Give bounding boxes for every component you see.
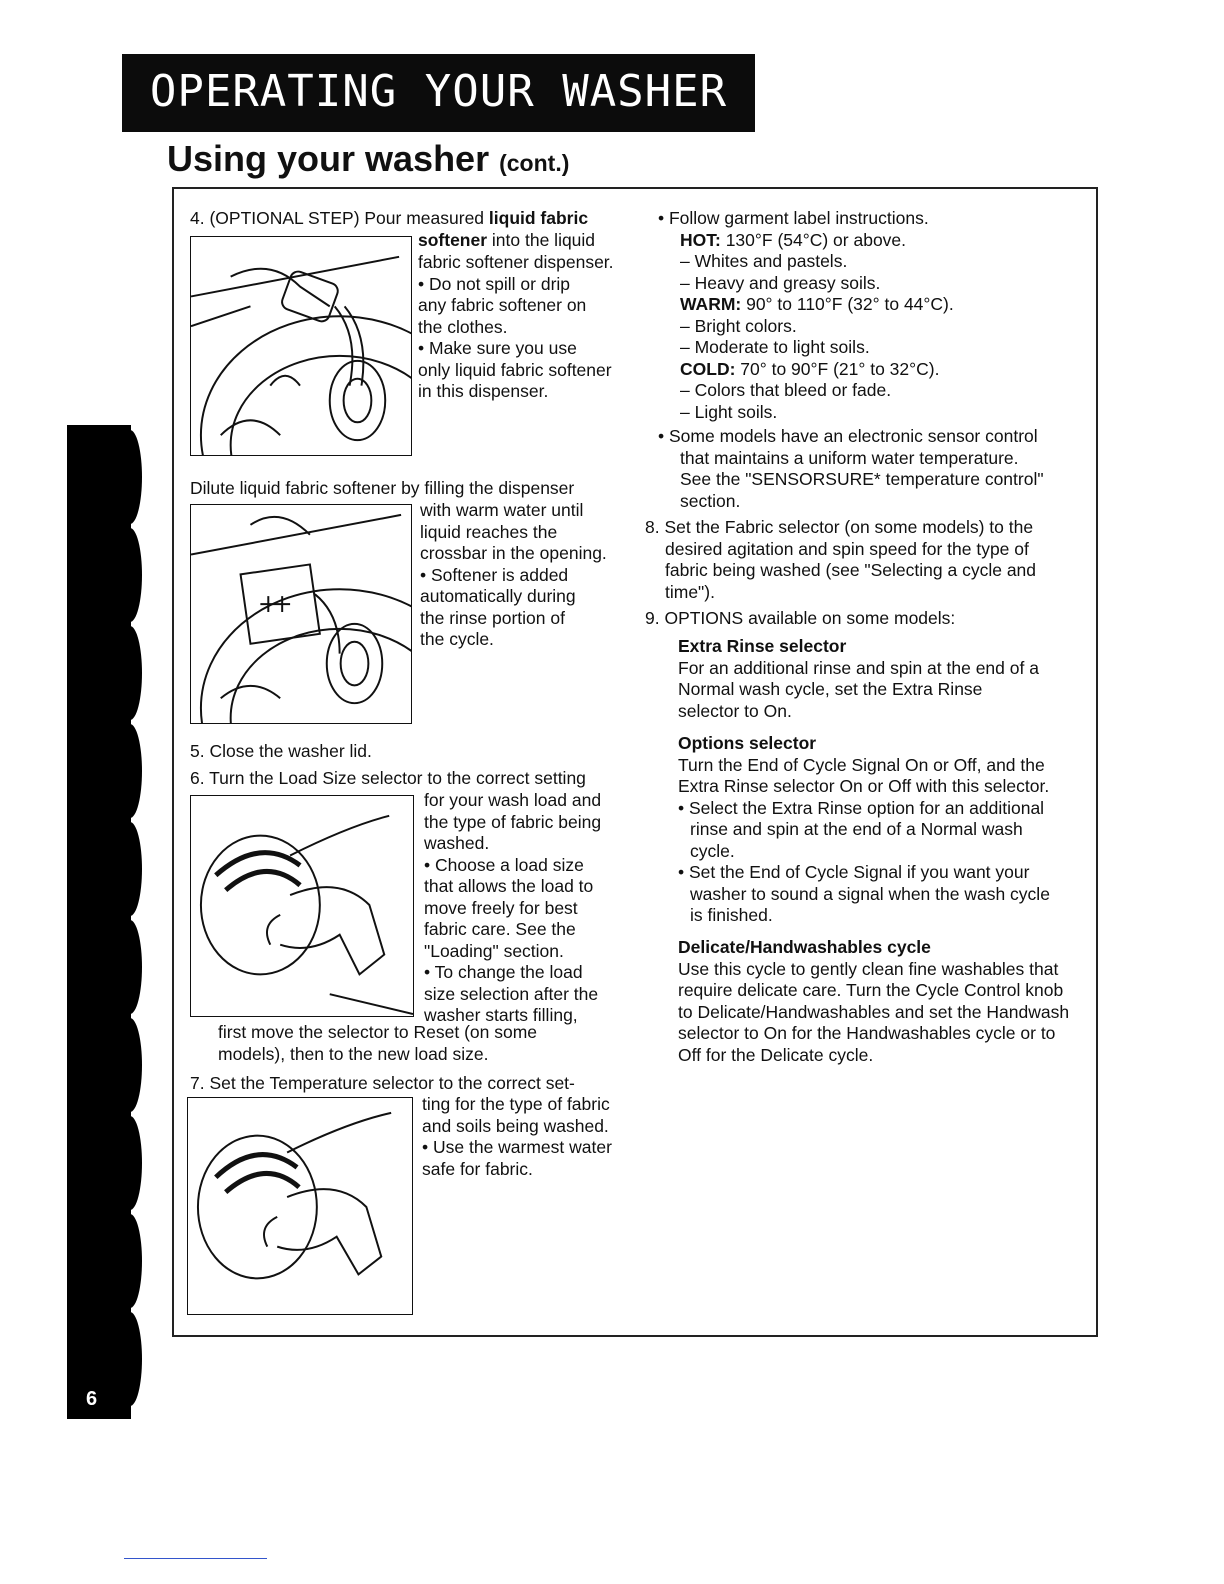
footer-rule: [124, 1558, 267, 1559]
sensor-line: See the "SENSORSURE* temperature control": [680, 469, 1044, 489]
sidebar-wave: [118, 626, 142, 720]
temperature-section: [658, 208, 954, 423]
step4-text2: into the liquid: [487, 230, 596, 250]
step6-body-line: • To change the load: [424, 962, 583, 982]
section-banner: OPERATING YOUR WASHER: [122, 54, 755, 132]
step4-body-line: the clothes.: [418, 316, 508, 337]
cold-label: COLD:: [680, 358, 736, 379]
page-number: 6: [86, 1388, 98, 1410]
step4-body-line: only liquid fabric softener: [418, 359, 612, 380]
dilute-body-line: the rinse portion of: [420, 607, 565, 628]
extra-rinse-line: selector to On.: [678, 700, 792, 721]
extra-rinse-line: For an additional rinse and spin at the end of a: [678, 657, 1039, 678]
step6-body-line: that allows the load to: [424, 876, 594, 896]
delicate-line: selector to On for the Handwashables cycle or to: [678, 1023, 1056, 1043]
hot-item: – Heavy and greasy soils.: [680, 272, 881, 293]
step6-body-line: "Loading" section.: [424, 940, 564, 961]
step6-tail: [218, 1022, 537, 1065]
sensor-line: • Some models have an electronic sensor control: [658, 426, 1038, 446]
delicate-line: Use this cycle to gently clean fine washables that: [678, 958, 1059, 979]
step8-line: 8. Set the Fabric selector (on some models) to the: [645, 517, 1034, 537]
step8-line: fabric being washed (see "Selecting a cycle and: [665, 560, 1037, 580]
options-bullet-line: washer to sound a signal when the wash cycle: [690, 883, 1050, 904]
options-bullet-line: is finished.: [690, 905, 773, 925]
dilute-body-line: the cycle.: [420, 629, 494, 649]
extra-rinse-line: Normal wash cycle, set the Extra Rinse: [678, 679, 983, 699]
dilute-line1: Dilute liquid fabric softener by filling the dispenser: [190, 478, 575, 498]
step6-line1: 6. Turn the Load Size selector to the correct setting: [190, 768, 586, 788]
dilute-body-line: crossbar in the opening.: [420, 543, 607, 563]
sidebar-wave: [118, 1018, 142, 1112]
cold-item: – Colors that bleed or fade.: [680, 380, 892, 400]
sidebar-wave: [118, 822, 142, 916]
step7-body-line: ting for the type of fabric: [422, 1094, 610, 1114]
temps-bullet: • Follow garment label instructions.: [658, 208, 929, 228]
delicate-heading: Delicate/Handwashables cycle: [678, 937, 931, 957]
extra-rinse-heading: Extra Rinse selector: [678, 636, 847, 656]
cold-item: – Light soils.: [680, 401, 778, 422]
step4-body: [418, 252, 614, 403]
step4-line1: [190, 208, 588, 230]
options-bullet-line: rinse and spin at the end of a Normal wash: [690, 819, 1023, 839]
step6-body-line: size selection after the: [424, 983, 599, 1004]
page-title-suffix: (cont.): [499, 150, 570, 176]
step6-body-line: for your wash load and: [424, 790, 602, 810]
step4-body-line: any fabric softener on: [418, 295, 587, 315]
hot-item: – Whites and pastels.: [680, 251, 848, 271]
step4-body-line: in this dispenser.: [418, 381, 549, 401]
step6-body-line: the type of fabric being: [424, 811, 602, 832]
sidebar-wave: [118, 920, 142, 1014]
step7-body-line: • Use the warmest water: [422, 1137, 612, 1157]
extra-rinse-section: [678, 636, 1039, 722]
delicate-line: require delicate care. Turn the Cycle Control knob: [678, 980, 1064, 1000]
sensor-line: section.: [680, 490, 741, 511]
step6-body-line: fabric care. See the: [424, 919, 576, 939]
step7-body-line: safe for fabric.: [422, 1158, 533, 1179]
dilute-body: [420, 500, 607, 651]
step8-line: time").: [665, 581, 715, 602]
step6-tail-line: models), then to the new load size.: [218, 1043, 489, 1064]
hot-label: HOT:: [680, 229, 721, 250]
step9: 9. OPTIONS available on some models:: [645, 608, 956, 628]
step6-body-line: move freely for best: [424, 897, 578, 918]
delicate-section: [678, 937, 1069, 1066]
dilute-body-line: with warm water until: [420, 500, 584, 520]
options-line: Turn the End of Cycle Signal On or Off, and the: [678, 754, 1045, 775]
sidebar-wave: [118, 1312, 142, 1406]
dilute-body-line: • Softener is added: [420, 564, 569, 585]
illustration-load-size-knob: [190, 795, 414, 1017]
illustration-temperature-knob: [187, 1097, 413, 1315]
sidebar-wave: [118, 1116, 142, 1210]
step6-body: [424, 790, 601, 1027]
cold-value: 70° to 90°F (21° to 32°C).: [735, 358, 940, 379]
sensor-line: that maintains a uniform water temperature.: [680, 447, 1019, 468]
dilute-body-line: automatically during: [420, 586, 576, 606]
options-bullet-line: • Select the Extra Rinse option for an additional: [678, 797, 1045, 818]
step4-text: 4. (OPTIONAL STEP) Pour measured: [190, 208, 489, 228]
step4-body-line: • Make sure you use: [418, 338, 577, 358]
sensor-note: [658, 426, 1044, 512]
step8: [645, 517, 1036, 603]
warm-value: 90° to 110°F (32° to 44°C).: [741, 294, 954, 314]
step5: 5. Close the washer lid.: [190, 741, 372, 761]
hot-line: [658, 230, 954, 252]
warm-item: – Bright colors.: [680, 315, 797, 336]
sidebar-wave: [118, 430, 142, 524]
sidebar-wave: [118, 528, 142, 622]
sidebar-wave: [118, 1214, 142, 1308]
step4-bold2: softener: [418, 230, 488, 250]
cold-line: [658, 359, 954, 381]
hot-value: 130°F (54°C) or above.: [720, 229, 907, 250]
delicate-line: Off for the Delicate cycle.: [678, 1044, 874, 1065]
warm-item: – Moderate to light soils.: [680, 337, 870, 357]
illustration-dilute-softener: [190, 504, 412, 724]
step6-body-line: washer starts filling,: [424, 1005, 578, 1025]
warm-label: WARM:: [680, 294, 742, 314]
sidebar-wave: [118, 724, 142, 818]
step6-body-line: • Choose a load size: [424, 854, 584, 875]
options-line: Extra Rinse selector On or Off with this selector.: [678, 776, 1050, 796]
delicate-line: to Delicate/Handwashables and set the Handwash: [678, 1001, 1070, 1022]
options-bullet-line: • Set the End of Cycle Signal if you want your: [678, 862, 1030, 882]
options-bullet-line: cycle.: [690, 840, 735, 861]
step4-bold: liquid fabric: [488, 208, 589, 228]
options-heading: Options selector: [678, 733, 817, 753]
page-title: [167, 138, 569, 180]
page-title-text: Using your washer: [167, 138, 490, 179]
step8-line: desired agitation and spin speed for the type of: [665, 538, 1029, 559]
illustration-pour-softener: [190, 236, 412, 456]
step4-body-line: fabric softener dispenser.: [418, 252, 614, 272]
dilute-body-line: liquid reaches the: [420, 521, 558, 542]
step6-tail-line: first move the selector to Reset (on some: [218, 1022, 538, 1042]
step6-body-line: washed.: [424, 833, 490, 853]
step7-line1: 7. Set the Temperature selector to the correct set-: [190, 1073, 575, 1093]
warm-line: [658, 294, 954, 316]
step4-body-line: • Do not spill or drip: [418, 273, 571, 294]
options-section: [678, 733, 1050, 927]
step7-body: [422, 1094, 612, 1180]
step4-line2: [418, 230, 595, 252]
step7-body-line: and soils being washed.: [422, 1115, 609, 1136]
